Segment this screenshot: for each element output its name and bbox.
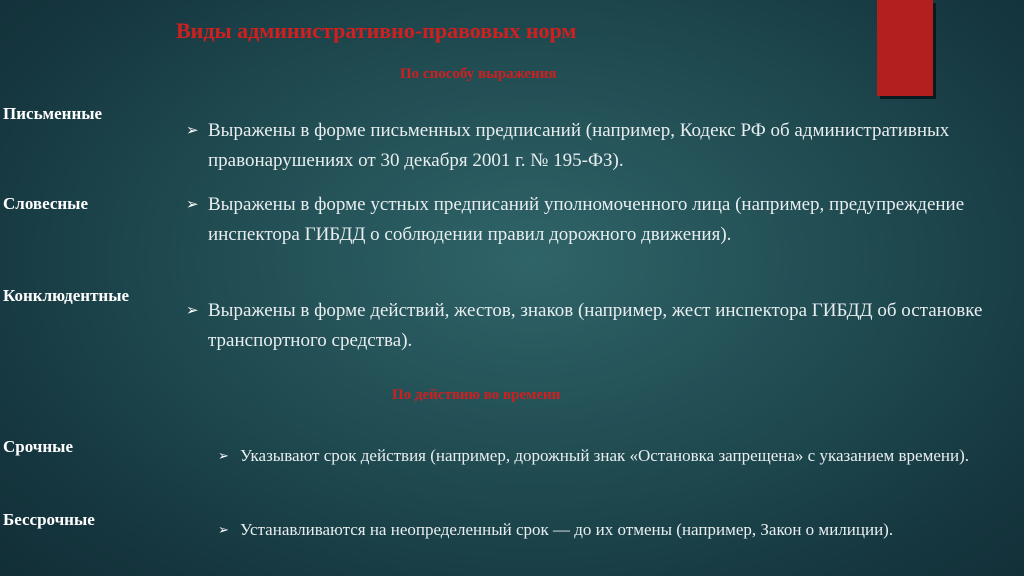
bullet-verbal (186, 190, 986, 250)
bullet-text: Устанавливаются на неопределенный срок — до их отмены (например, Закон о милиции). (240, 520, 894, 539)
bullet-conclusive (186, 296, 986, 356)
arrow-bullet-icon: ➢ (186, 197, 199, 213)
term-verbal: Словесные (3, 194, 88, 213)
bullet-indefinite (218, 517, 988, 543)
bullet-fixed-term (218, 443, 988, 469)
decorative-accent-bar (877, 0, 933, 96)
arrow-bullet-icon: ➢ (186, 123, 199, 139)
arrow-bullet-icon: ➢ (218, 522, 229, 537)
bullet-text: Выражены в форме действий, жестов, знаков (например, жест инспектора ГИБДД об остановке транспортного средства). (208, 300, 983, 351)
term-conclusive: Конклюдентные (3, 286, 130, 305)
arrow-bullet-icon: ➢ (186, 303, 199, 319)
slide-title: Виды административно-правовых норм (176, 18, 577, 43)
term-written: Письменные (3, 104, 103, 123)
section-heading-by-expression: По способу выражения (400, 66, 557, 82)
term-fixed-term: Срочные (3, 437, 73, 456)
bullet-text: Выражены в форме письменных предписаний (например, Кодекс РФ об административных правонарушениях от 30 декабря 2001 г. № 195-ФЗ). (208, 120, 950, 171)
term-indefinite: Бессрочные (3, 510, 95, 529)
arrow-bullet-icon: ➢ (218, 448, 229, 463)
bullet-written (186, 116, 986, 176)
bullet-text: Выражены в форме устных предписаний уполномоченного лица (например, предупреждение инспектора ГИБДД о соблюдении правил дорожного движения). (208, 194, 965, 245)
section-heading-by-time: По действию во времени (392, 387, 561, 403)
bullet-text: Указывают срок действия (например, дорожный знак «Остановка запрещена» с указанием времени). (240, 446, 969, 465)
